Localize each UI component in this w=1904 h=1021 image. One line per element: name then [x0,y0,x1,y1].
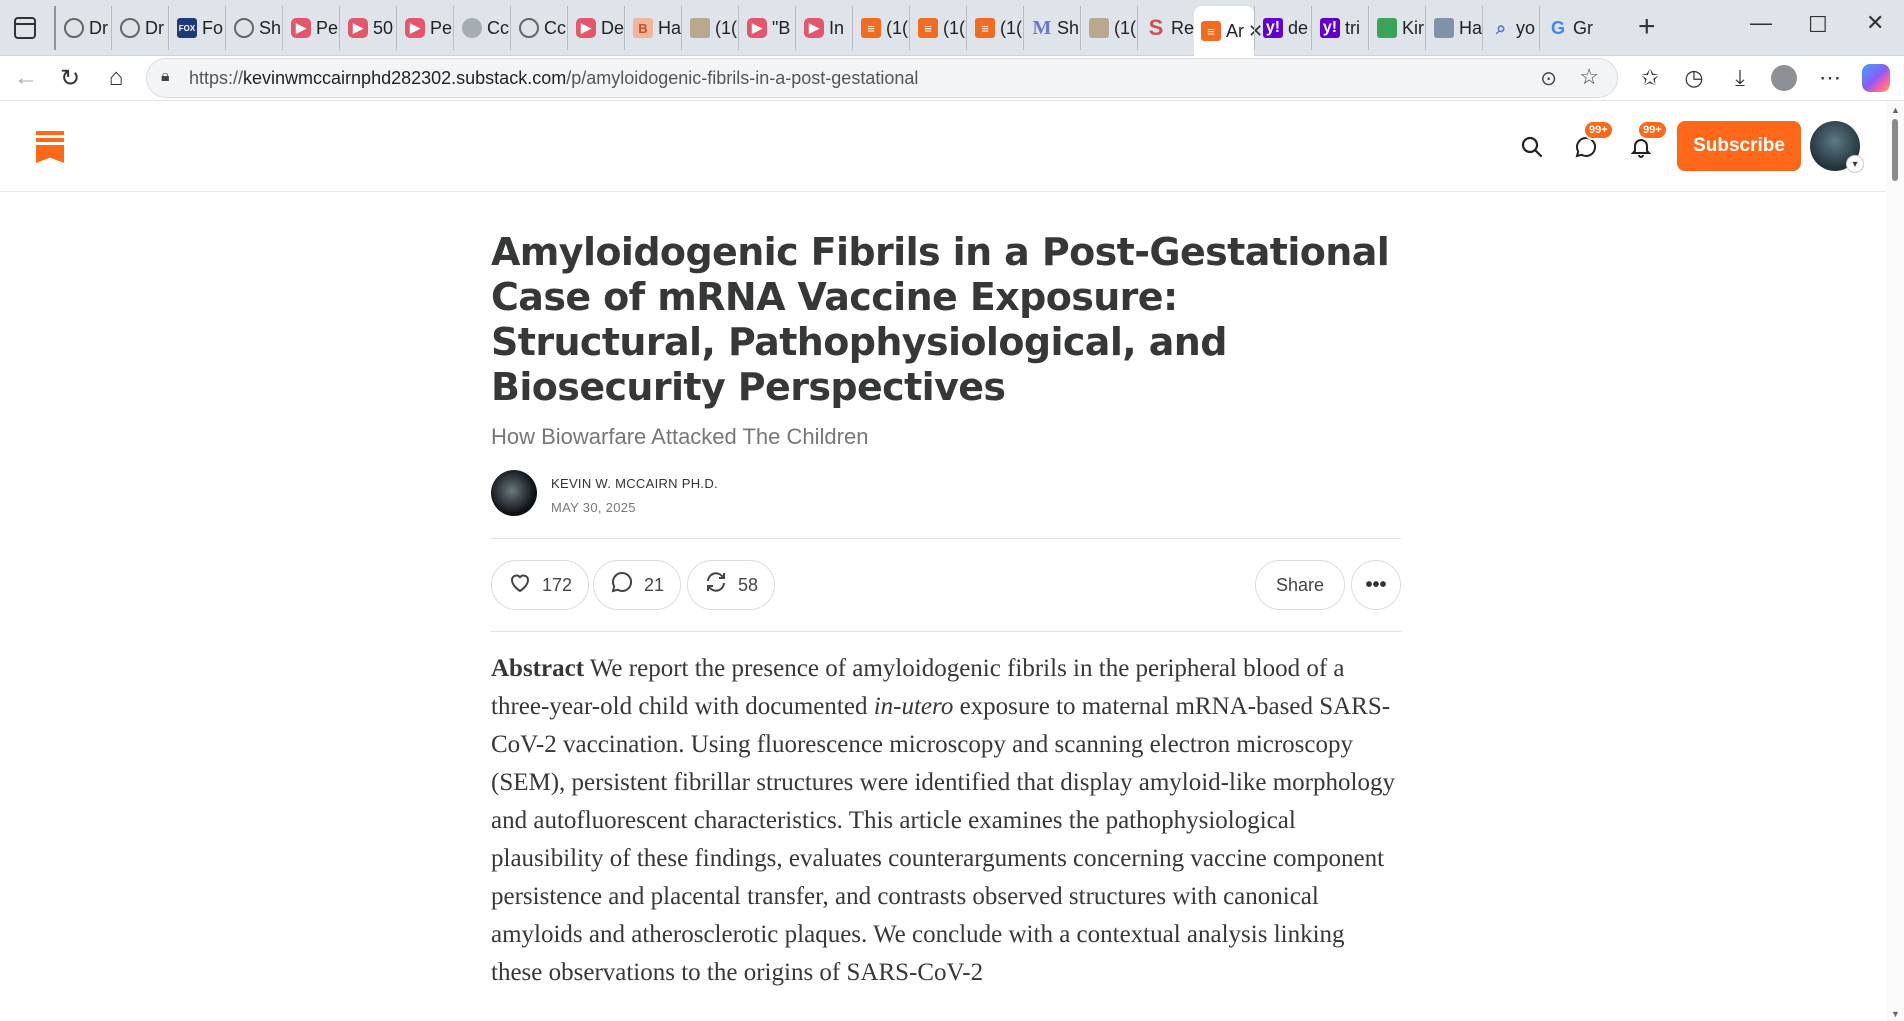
globe-icon [234,18,254,38]
browser-tab-label: Pe [316,17,339,38]
substack-icon: ≡ [861,18,881,38]
browser-tab[interactable] [738,6,795,50]
immersive-reader-icon[interactable]: ⊙ [1540,68,1557,90]
favorites-icon[interactable]: ✩ [1640,65,1660,90]
copilot-button[interactable] [1860,62,1892,94]
browser-tab[interactable] [1311,6,1368,50]
browser-tab-label: Sh [259,17,282,38]
browser-tab[interactable] [852,6,909,50]
browser-tab[interactable] [681,6,738,50]
comment-button[interactable] [593,560,681,610]
browser-tab[interactable] [168,6,225,50]
browser-tab-label: 50 [373,17,394,38]
share-button[interactable]: Share [1255,560,1345,610]
browser-tab-label: (1( [1000,17,1022,38]
user-avatar[interactable] [1810,121,1860,171]
back-button[interactable]: ← [14,64,38,91]
browser-tab[interactable] [282,6,339,50]
browser-tab-label: Pe [430,17,453,38]
gray-site-icon [462,18,482,38]
post-title: Amyloidogenic Fibrils in a Post-Gestational Case of mRNA Vaccine Exposure: Structural, Pathophysiological, and Biosecurity Perspectives [491,230,1390,409]
browser-tab[interactable] [510,6,567,50]
browser-tab[interactable] [1539,6,1596,50]
post-date: MAY 30, 2025 [551,500,636,515]
page-scrollbar[interactable] [1886,101,1904,1021]
byline [491,470,1401,516]
abstract-label: Abstract [491,655,585,682]
fox-news-icon: FOX [177,18,197,38]
browser-tab-label: Gr [1573,17,1593,38]
abstract-text-1: We report the presence of amyloidogenic fibrils in the peripheral blood of a three-year-old child with documented [491,655,1345,720]
lock-icon[interactable]: 🔒︎ [161,68,170,85]
browser-tab-label: Re [1171,17,1195,38]
subscribe-button[interactable]: Subscribe [1677,121,1801,171]
browser-tab[interactable] [1080,6,1137,50]
browser-tab-label: yo [1516,17,1536,38]
browser-tab-label: de [1288,17,1309,38]
profile-button[interactable] [1768,62,1800,94]
site-header [0,101,1886,192]
abstract-italic: in-utero [873,693,954,720]
post-subtitle: How Biowarfare Attacked The Children [491,424,869,449]
downloads-icon[interactable]: ⤓ [1735,65,1745,90]
browser-tab-label: Sh [1057,17,1080,38]
url-host: kevinwmccairnphd282302.substack.com [243,68,567,88]
browser-tab[interactable] [624,6,681,50]
restack-icon [704,570,728,601]
close-tab-icon[interactable]: ✕ [1248,20,1264,41]
browser-tab-label: tri [1345,17,1360,38]
comment-icon [610,570,634,601]
restack-button[interactable] [687,560,775,610]
substack-icon: ≡ [918,18,938,38]
abstract-paragraph [491,650,1401,992]
browser-tab-label: Ha [1459,17,1483,38]
history-icon[interactable]: ◷ [1684,65,1704,90]
browser-toolbar [0,56,1904,101]
profile-avatar [1771,65,1797,91]
browser-tab[interactable] [1425,6,1482,50]
youtube-icon: ▶ [291,18,311,38]
substack-icon: ≡ [1201,21,1221,41]
browser-tab-label: (1( [886,17,908,38]
image-icon [690,18,710,38]
browser-tab-label: Cc [544,17,566,38]
browser-tab[interactable] [1368,6,1425,50]
more-options-button[interactable]: ••• [1351,560,1401,610]
browser-tab[interactable] [1137,6,1194,50]
divider [491,631,1401,632]
youtube-icon: ▶ [348,18,368,38]
abstract-text-2: exposure to maternal mRNA-based SARS-CoV-2 vaccination. Using fluorescence microscopy and scanning electron microscopy (SEM), persistent fibrillar structures were identified that display amyloid-like morphology and autofluorescent characteristics. This article examines the pathophysiological plausibility of these findings, evaluates counterarguments concerning vaccine component persistence and placental transfer, and contrasts observed structures with canonical amyloids and atherosclerotic plaques. We conclude with a contextual analysis linking these observations to the origins of SARS-CoV-2 [491,693,1395,986]
browser-tab[interactable] [111,6,168,50]
copilot-icon [1862,64,1890,92]
browser-tab[interactable] [909,6,966,50]
browser-tab-label: Fo [202,17,224,38]
notifications-badge: 99+ [1637,120,1668,140]
image-icon [1089,18,1109,38]
scroll-up-icon[interactable]: ▲ [1891,105,1900,115]
close-window-button[interactable]: ✕ [1866,10,1885,35]
post-actions [491,539,1401,631]
browser-tab[interactable] [966,6,1023,50]
green-site-icon [1377,18,1397,38]
youtube-icon: ▶ [405,18,425,38]
home-button[interactable]: ⌂ [108,64,124,91]
browser-tab-label: Dr [145,17,164,38]
yahoo-icon: y! [1320,18,1340,38]
browser-tab[interactable] [339,6,396,50]
new-tab-button[interactable]: + [1638,10,1656,43]
browser-tab-label: (1( [715,17,737,38]
browser-tab[interactable] [1194,6,1264,56]
search-icon: ⌕ [1495,17,1507,38]
medium-icon: M [1032,16,1052,39]
browser-tab-label: Kir [1402,17,1424,38]
browser-tab[interactable] [54,6,111,50]
browser-tab-label: Ar [1226,20,1244,41]
heart-icon [508,571,532,600]
scrollbar-thumb[interactable] [1892,119,1898,181]
reload-button[interactable]: ↻ [59,64,81,92]
settings-more-icon[interactable]: ⋯ [1819,65,1841,90]
globe-icon [519,18,539,38]
article [491,230,1401,992]
browser-tab-label: "B [772,17,791,38]
browser-tab[interactable] [795,6,852,50]
browser-tab[interactable] [225,6,282,50]
s-icon: S [1148,15,1164,40]
yahoo-icon: y! [1263,18,1283,38]
browser-tab-label: (1( [943,17,965,38]
browser-tab-label: Cc [487,17,509,38]
substack-icon: ≡ [975,18,995,38]
browser-tab[interactable] [1254,6,1311,50]
like-button[interactable] [491,560,589,610]
browser-tab-label: Dr [89,17,108,38]
browser-tab-label: Ha [658,17,682,38]
chevron-down-icon: ▾ [1846,155,1864,173]
globe-icon [64,18,84,38]
search-icon[interactable] [1518,133,1546,161]
tab-actions-icon[interactable] [14,17,36,39]
browser-tab[interactable] [567,6,624,50]
url-path: /p/amyloidogenic-fibrils-in-a-post-gestational [566,68,919,88]
browser-tab[interactable] [1023,6,1080,50]
browser-tab-strip [0,0,1904,56]
favorite-star-icon[interactable]: ☆ [1579,64,1599,89]
google-icon: G [1550,17,1565,38]
address-bar[interactable] [146,58,1618,98]
messages-badge: 99+ [1583,120,1614,140]
author-name[interactable]: KEVIN W. MCCAIRN PH.D. [551,476,718,491]
url-scheme: https:// [189,68,244,88]
tab-list [54,6,1596,50]
url-text[interactable] [189,68,918,89]
restack-count: 58 [738,574,759,595]
browser-tab[interactable] [1482,6,1539,50]
browser-tab-label: De [601,17,625,38]
browser-tab[interactable] [396,6,453,50]
maximize-button[interactable]: ☐ [1808,12,1828,37]
comment-count: 21 [644,574,665,595]
youtube-icon: ▶ [747,18,767,38]
substack-logo-icon[interactable] [36,131,64,163]
minimize-button[interactable]: — [1750,10,1772,35]
scroll-down-icon[interactable]: ▼ [1891,1009,1900,1019]
shield-site-icon [1434,18,1454,38]
globe-icon [120,18,140,38]
browser-tab-label: (1( [1114,17,1136,38]
youtube-icon: ▶ [804,18,824,38]
youtube-icon: ▶ [576,18,596,38]
blogger-icon: B [633,18,653,38]
browser-tab-label: In [829,17,845,38]
author-avatar[interactable] [491,470,537,516]
browser-tab[interactable] [453,6,510,50]
like-count: 172 [542,574,573,595]
